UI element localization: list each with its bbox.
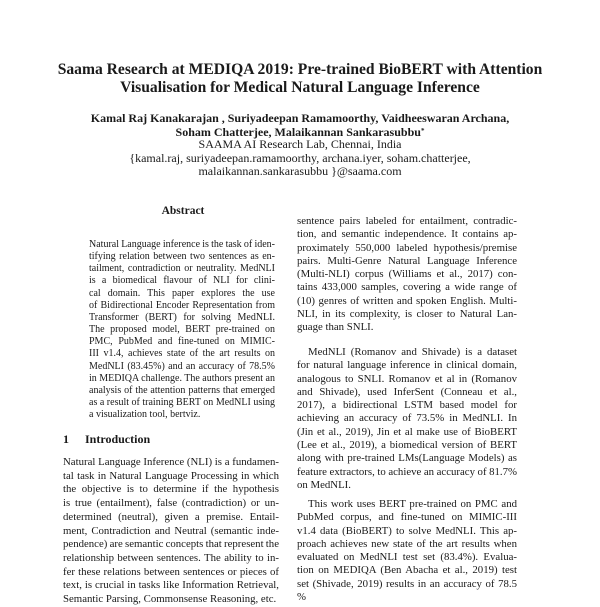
text-line: Natural Language Inference (NLI) is a fundamen- xyxy=(63,456,279,468)
text-line: analysis of the attention patterns that emerged xyxy=(89,384,275,396)
text-line: relationship between sentences. The ability to in- xyxy=(63,551,279,564)
text-line: is true (entailment), false (contradiction) or un- xyxy=(63,497,279,510)
text-line: the objective is to determine if the hypothesis xyxy=(63,483,279,496)
text-line: analogous to SNLI. Romanov et al in (Romanov xyxy=(297,372,517,385)
text-line: (Lee et al., 2019), a biomedical version of BERT xyxy=(297,439,517,452)
body-paragraph xyxy=(297,498,517,604)
text-line: PubMed corpus, and fine-tuned on MIMIC-III xyxy=(297,511,517,524)
text-line: set (Shivade, 2019) results in an accuracy of 78.5 xyxy=(297,577,517,590)
title-line: Visualisation for Medical Natural Language Inference xyxy=(120,79,480,96)
text-line: in MEDIQA challenge. The authors present an xyxy=(89,372,275,384)
text-line: as a result of training BERT on MedNLI using xyxy=(89,397,275,409)
text-line: is a biomedical flavour of NLI for clini- xyxy=(89,275,275,287)
text-line: (Multi-NLI) corpus (Williams et al., 2017) con- xyxy=(297,268,517,281)
text-line: of Bidirectional Encoder Representation from xyxy=(89,299,275,311)
section-title: Introduction xyxy=(85,432,151,446)
text-line: Semantic Parsing, Commonsense Reasoning, etc. xyxy=(63,593,277,606)
text-line: pairs. Multi-Genre Natural Language Inference xyxy=(297,254,517,267)
footnote-mark: * xyxy=(420,127,425,135)
text-line: tains 433,000 samples, covering a wide range of xyxy=(297,281,517,294)
title-line: Saama Research at MEDIQA 2019: Pre-trained BioBERT with Attention xyxy=(57,61,543,78)
affiliation-emails: malaikannan.sankarasubbu }@saama.com xyxy=(198,164,402,178)
text-line: 2017), a bidirectional LSTM based model for xyxy=(297,399,517,412)
text-line: III v1.4, achieves state of the art results on xyxy=(89,348,275,360)
text-line: proach achieves new state of the art results when xyxy=(297,537,517,550)
abstract-body xyxy=(89,239,275,421)
author-line: Kamal Raj Kanakarajan , Suriyadeepan Ramamoorthy, Vaidheeswaran Archana, xyxy=(90,111,510,125)
text-line: determined (neutral), given a premise. Entail- xyxy=(63,510,279,523)
paper-title xyxy=(40,61,560,97)
text-line: tion, and semantic independence. It contains ap- xyxy=(297,228,517,241)
abstract-heading: Abstract xyxy=(161,205,205,217)
text-line: % xyxy=(297,591,306,604)
text-line: evaluated on MedNLI test set (83.4%). Evalua- xyxy=(297,551,517,564)
body-paragraph xyxy=(297,215,517,335)
text-line: on MedNLI. xyxy=(297,478,351,491)
affiliation-lab: SAAMA AI Research Lab, Chennai, India xyxy=(198,137,402,151)
author-line-text: Soham Chatterjee, Malaikannan Sankarasubbu xyxy=(175,125,421,139)
affiliation-emails: {kamal.raj, suriyadeepan.ramamoorthy, archana.iyer, soham.chatterjee, xyxy=(129,150,471,165)
text-line: cal domain. This paper explores the use xyxy=(89,287,275,299)
text-line: tion on MEDIQA (Ben Abacha et al., 2019) test xyxy=(297,564,517,577)
text-line: NLI, in its complexity, is closer to Natural Lan- xyxy=(297,308,517,321)
text-line: fer these relations between sentences or pieces of xyxy=(63,565,279,578)
text-line: feature extractors, to achieve an accuracy of 81.7% xyxy=(297,465,517,478)
text-line: tifying relation between two sentences as en- xyxy=(89,251,275,263)
text-line: guage than SNLI. xyxy=(297,321,374,334)
affiliation xyxy=(40,138,560,179)
text-line: sentence pairs labeled for entailment, contradic- xyxy=(297,215,517,227)
section-number: 1 xyxy=(63,432,69,446)
text-line: This work uses BERT pre-trained on PMC and xyxy=(308,498,517,510)
text-line: MedNLI (83.45%) and an accuracy of 78.5% xyxy=(89,360,275,372)
text-line: ment, Contradiction and Neutral (semantic inde- xyxy=(63,524,279,537)
text-line: (Jin et al., 2019), Jin et al make use of BioBERT xyxy=(297,425,517,438)
text-line: achieving an accuracy of 73.5% in MedNLI. In xyxy=(297,412,517,425)
text-line: (10) genres of written and spoken English. Multi- xyxy=(297,294,517,307)
text-line: text, is crucial in tasks like Information Retrieval, xyxy=(63,579,279,592)
text-line: MedNLI (Romanov and Shivade) is a dataset xyxy=(308,346,517,358)
introduction-paragraph xyxy=(63,456,279,607)
text-line: PMC, PubMed and fine-tuned on MIMIC- xyxy=(89,336,275,348)
text-line: proximately 550,000 labeled hypothesis/premise xyxy=(297,241,517,254)
body-paragraph xyxy=(297,346,517,492)
text-line: and Shivade), used InferSent (Conneau et al., xyxy=(297,385,517,398)
text-line: for natural language inference in clinical domain, xyxy=(297,359,517,372)
text-line: v1.4 data (BioBERT) to solve MedNLI. This ap- xyxy=(297,524,517,537)
text-line: The proposed model, BERT pre-trained on xyxy=(89,324,275,336)
text-line: tailment, contradiction or neutrality. MedNLI xyxy=(89,263,275,275)
text-line: along with pre-trained LMs(Language Models) as xyxy=(297,452,517,465)
author-list xyxy=(40,111,560,139)
section-heading-introduction xyxy=(63,432,150,447)
text-line: tal task in Natural Language Processing in which xyxy=(63,469,279,482)
text-line: Natural Language inference is the task of iden- xyxy=(89,239,275,250)
text-line: a visualization tool, bertviz. xyxy=(89,409,201,421)
text-line: Transformer (BERT) for solving MedNLI. xyxy=(89,311,275,323)
text-line: pendence) are semantic concepts that represent the xyxy=(63,538,279,551)
